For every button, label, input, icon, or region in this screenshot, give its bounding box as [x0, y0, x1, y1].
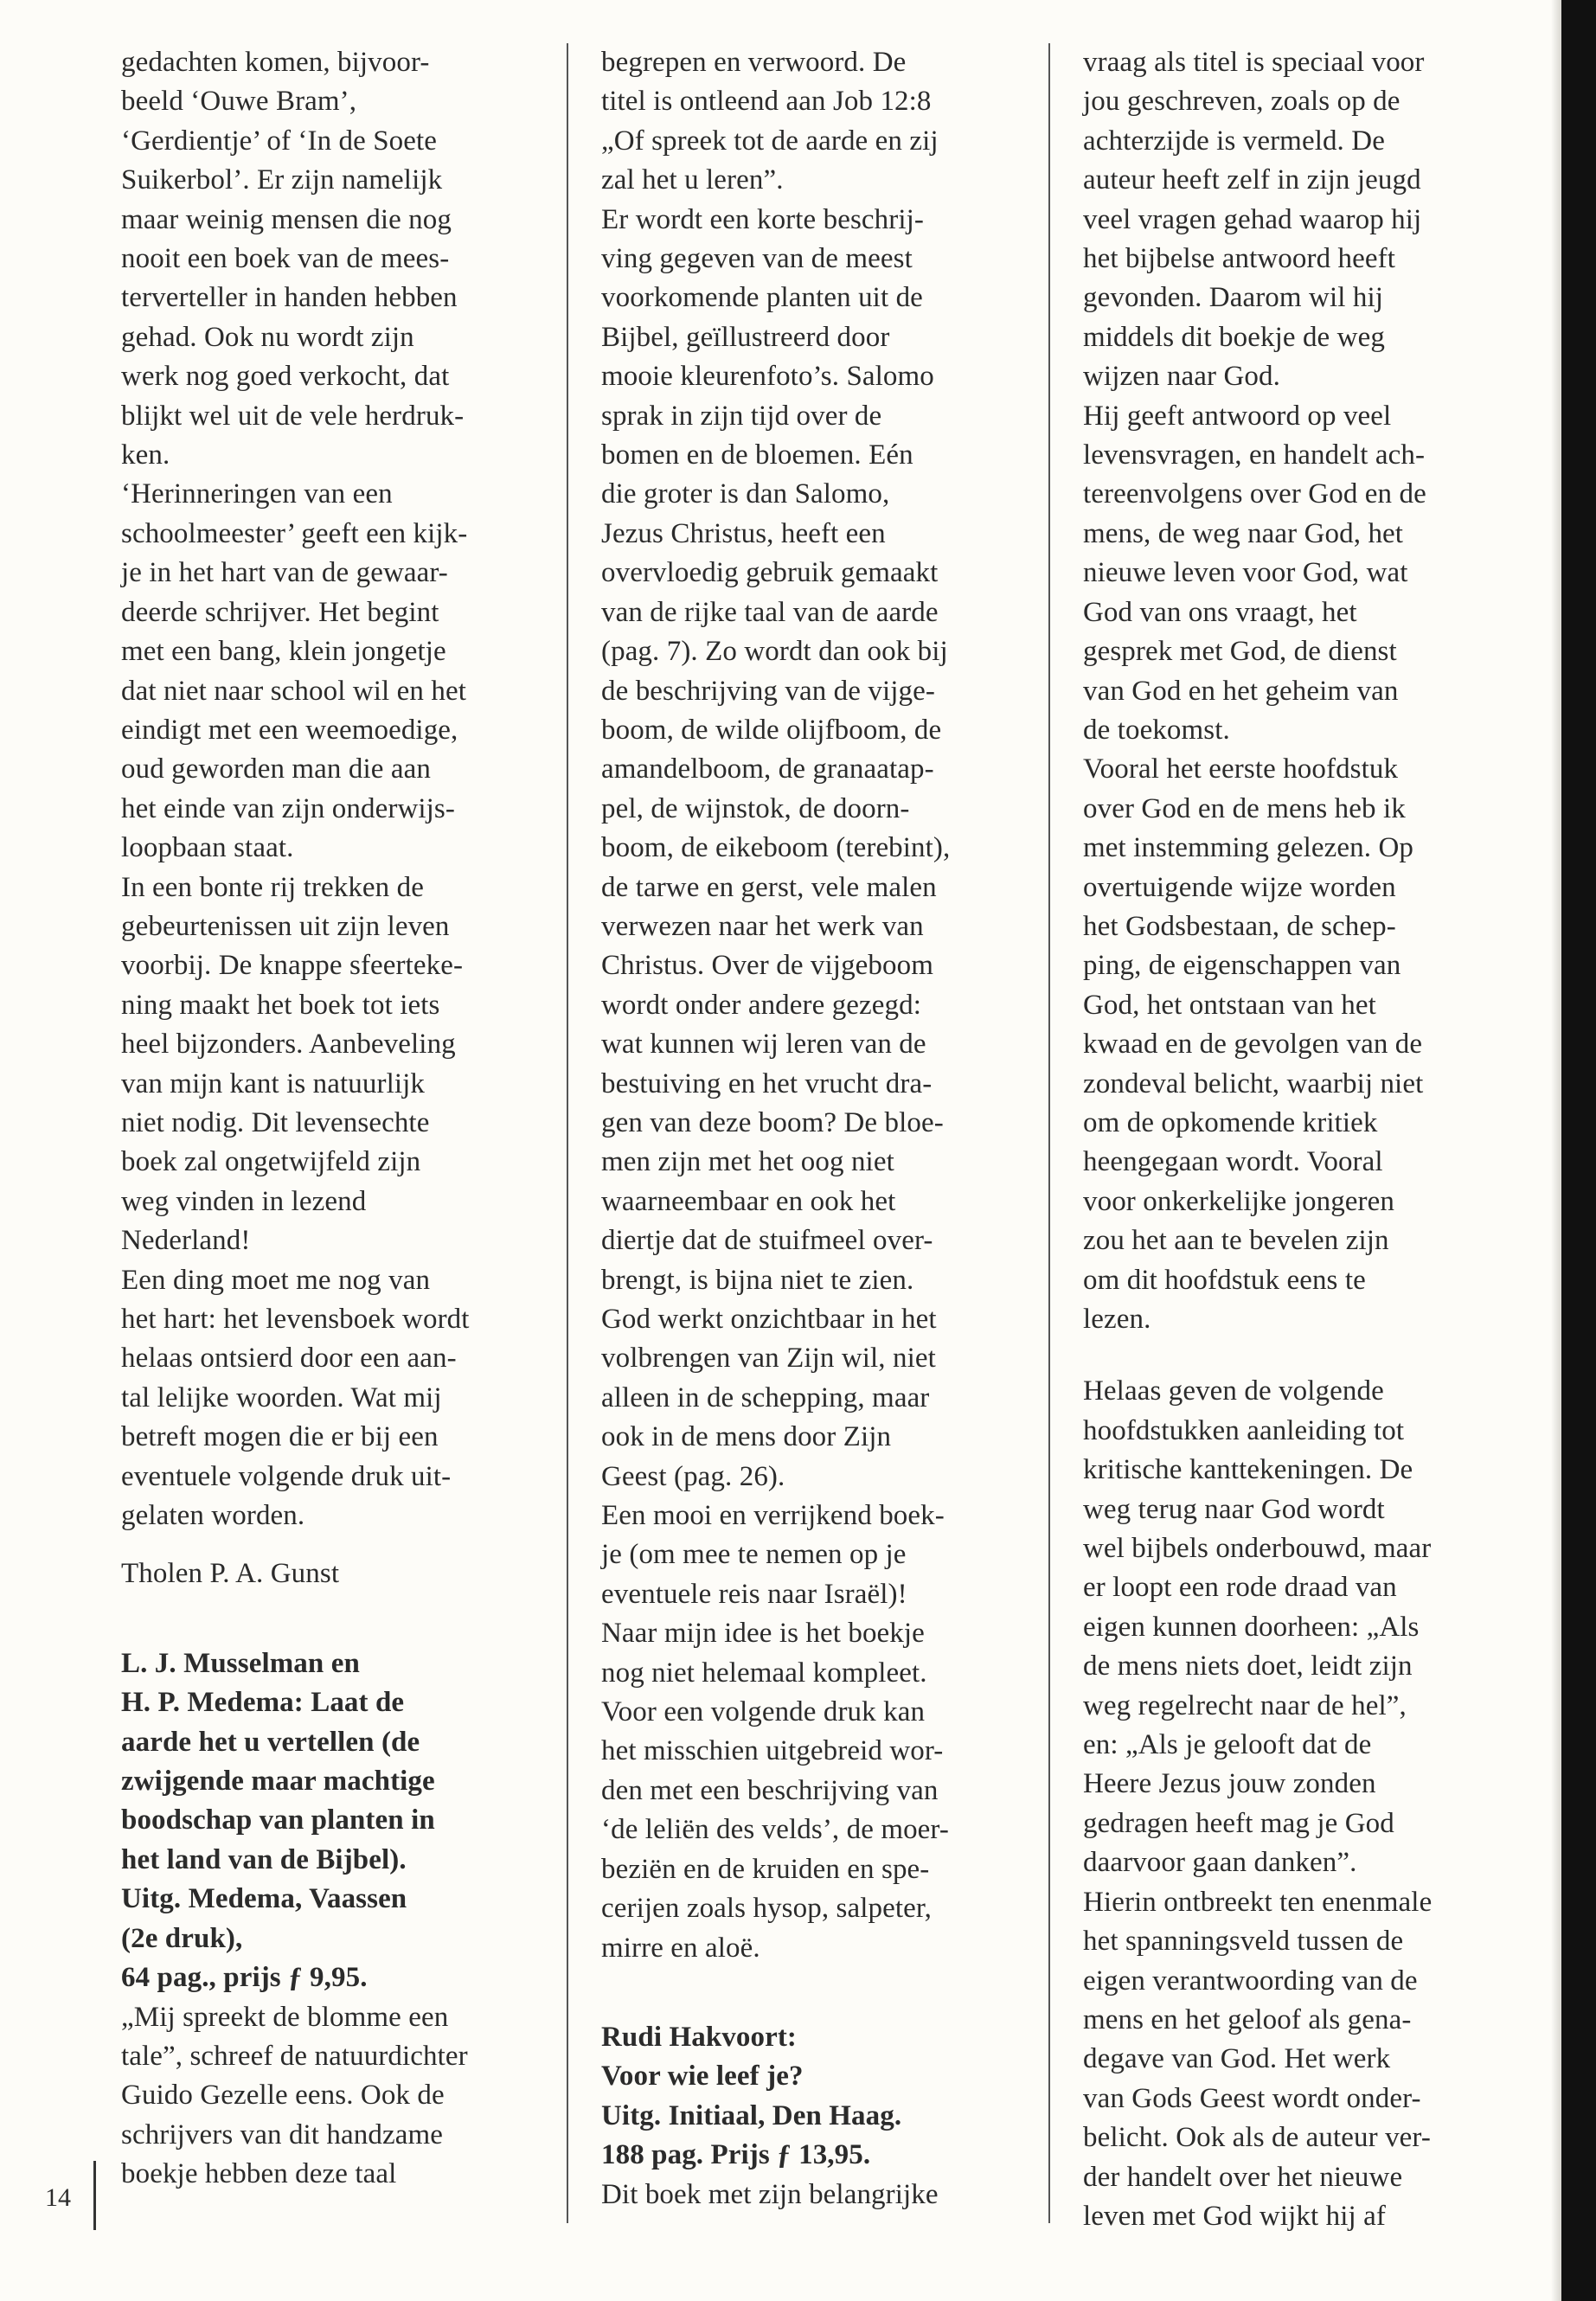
text-line: over God en de mens heb ik	[1083, 792, 1406, 824]
text-line: overtuigende wijze worden	[1083, 871, 1396, 903]
text-line: wat kunnen wij leren van de	[601, 1029, 926, 1061]
text-line: zou het aan te bevelen zijn	[1083, 1225, 1389, 1257]
text-line: jou geschreven, zoals op de	[1083, 86, 1401, 118]
column-2	[601, 43, 1042, 2214]
text-line: je in het hart van de gewaar-	[121, 557, 448, 589]
text-line: schoolmeester’ geeft een kijk-	[121, 517, 468, 549]
text-line: terverteller in handen hebben	[121, 282, 458, 314]
text-line: gevonden. Daarom wil hij	[1083, 282, 1383, 314]
text-line: eindigt met een weemoedige,	[121, 714, 458, 746]
text-line: belicht. Ook als de auteur ver-	[1083, 2122, 1431, 2154]
text-line: met instemming gelezen. Op	[1083, 832, 1414, 864]
text-line: overvloedig gebruik gemaakt	[601, 557, 939, 589]
text-line: die groter is dan Salomo,	[601, 478, 890, 510]
text-line: om dit hoofdstuk eens te	[1083, 1264, 1366, 1296]
page-number: 14	[45, 2183, 71, 2212]
text-line: het spanningsveld tussen de	[1083, 1926, 1404, 1958]
text-line: Guido Gezelle eens. Ook de	[121, 2080, 445, 2112]
text-line: oud geworden man die aan	[121, 753, 431, 785]
text-line: weg terug naar God wordt	[1083, 1493, 1385, 1525]
text-line: beziën en de kruiden en spe-	[601, 1853, 930, 1885]
text-line: auteur heeft zelf in zijn jeugd	[1083, 164, 1421, 196]
text-line: leven met God wijkt hij af	[1083, 2200, 1386, 2232]
text-line: bestuiving en het vrucht dra-	[601, 1067, 933, 1099]
text-line: Een mooi en verrijkend boek-	[601, 1500, 945, 1532]
text-line: de mens niets doet, leidt zijn	[1083, 1650, 1413, 1682]
text-line: tale”, schreef de natuurdichter	[121, 2040, 468, 2072]
text-line: ping, de eigenschappen van	[1083, 950, 1401, 982]
text-line: mirre en aloë.	[601, 1932, 760, 1964]
text-line: voorbij. De knappe sfeerteke-	[121, 950, 464, 982]
text-line: nooit een boek van de mees-	[121, 243, 450, 275]
text-line: weg vinden in lezend	[121, 1185, 367, 1217]
text-line: voorkomende planten uit de	[601, 282, 923, 314]
text-line: tal lelijke woorden. Wat mij	[121, 1381, 442, 1413]
text-line: van mijn kant is natuurlijk	[121, 1067, 425, 1099]
text-line: ‘de leliën des velds’, de moer-	[601, 1814, 949, 1846]
scan-edge	[1561, 0, 1596, 2301]
text-line: en: „Als je gelooft dat de	[1083, 1729, 1372, 1761]
text-line: boom, de wilde olijfboom, de	[601, 714, 942, 746]
text-line: Christus. Over de vijgeboom	[601, 950, 933, 982]
signature-place: Tholen	[121, 1558, 203, 1590]
text-line: God werkt onzichtbaar in het	[601, 1304, 937, 1335]
heading-line: Uitg. Initiaal, Den Haag.	[601, 2099, 902, 2131]
text-line: zal het u leren”.	[601, 164, 784, 196]
text-line: tereenvolgens over God en de	[1083, 478, 1426, 510]
text-line: ving gegeven van de meest	[601, 243, 913, 275]
text-line: eigen kunnen doorheen: „Als	[1083, 1611, 1420, 1643]
text-line: levensvragen, en handelt ach-	[1083, 439, 1426, 471]
text-line: waarneembaar en ook het	[601, 1185, 896, 1217]
text-line: nog niet helemaal kompleet.	[601, 1657, 927, 1689]
text-line: pel, de wijnstok, de doorn-	[601, 792, 910, 824]
text-line: weg regelrecht naar de hel”,	[1083, 1689, 1407, 1721]
col3-body-after	[1083, 1372, 1516, 2236]
page-number-rule	[93, 2161, 96, 2230]
text-line: het misschien uitgebreid wor-	[601, 1735, 944, 1767]
text-line: deerde schrijver. Het begint	[121, 596, 439, 628]
text-line: Hij geeft antwoord op veel	[1083, 400, 1392, 432]
text-line: Hierin ontbreekt ten enenmale	[1083, 1886, 1433, 1918]
text-line: niet nodig. Dit levensechte	[121, 1106, 430, 1138]
text-line: verwezen naar het werk van	[601, 910, 924, 942]
text-line: beeld ‘Ouwe Bram’,	[121, 86, 357, 118]
page-edge-shadow	[1551, 0, 1561, 2301]
text-line: helaas ontsierd door een aan-	[121, 1343, 457, 1375]
text-line: God van ons vraagt, het	[1083, 596, 1357, 628]
text-line: ning maakt het boek tot iets	[121, 989, 440, 1021]
text-line: heengegaan wordt. Vooral	[1083, 1146, 1383, 1178]
col2-body	[601, 43, 1042, 1968]
text-line: van God en het geheim van	[1083, 675, 1399, 707]
text-line: de tarwe en gerst, vele malen	[601, 871, 937, 903]
text-line: cerijen zoals hysop, salpeter,	[601, 1893, 932, 1925]
text-line: gebeurtenissen uit zijn leven	[121, 910, 450, 942]
text-line: eventuele reis naar Israël)!	[601, 1578, 907, 1610]
text-line: met een bang, klein jongetje	[121, 636, 446, 668]
col2-body-after	[601, 2176, 1042, 2214]
text-line: vraag als titel is speciaal voor	[1083, 47, 1425, 78]
text-line: de toekomst.	[1083, 714, 1230, 746]
heading-line: Rudi Hakvoort:	[601, 2021, 798, 2053]
text-line: daarvoor gaan danken”.	[1083, 1847, 1357, 1879]
text-line: degave van God. Het werk	[1083, 2043, 1391, 2075]
text-line: titel is ontleend aan Job 12:8	[601, 86, 932, 118]
text-line: diertje dat de stuifmeel over-	[601, 1225, 933, 1257]
text-line: God, het ontstaan van het	[1083, 989, 1376, 1021]
text-line: schrijvers van dit handzame	[121, 2118, 443, 2150]
heading-line: (2e druk),	[121, 1922, 243, 1954]
text-line: gesprek met God, de dienst	[1083, 636, 1397, 668]
text-line: het bijbelse antwoord heeft	[1083, 243, 1395, 275]
heading-line: het land van de Bijbel).	[121, 1843, 407, 1875]
text-line: Een ding moet me nog van	[121, 1264, 431, 1296]
col3-body	[1083, 43, 1516, 1339]
text-line: gedragen heeft mag je God	[1083, 1807, 1394, 1839]
text-line: om de opkomende kritiek	[1083, 1106, 1378, 1138]
text-line: zondeval belicht, waarbij niet	[1083, 1067, 1424, 1099]
text-line: wijzen naar God.	[1083, 361, 1280, 393]
text-line: ook in de mens door Zijn	[601, 1421, 892, 1453]
text-line: Geest (pag. 26).	[601, 1460, 785, 1492]
text-line: Suikerbol’. Er zijn namelijk	[121, 164, 443, 196]
text-line: veel vragen gehad waarop hij	[1083, 203, 1422, 235]
text-line: Heere Jezus jouw zonden	[1083, 1768, 1376, 1800]
text-line: Vooral het eerste hoofdstuk	[1083, 753, 1399, 785]
column-rule-2	[1048, 43, 1050, 2223]
text-line: Voor een volgende druk kan	[601, 1696, 926, 1728]
heading-line: 64 pag., prijs ƒ 9,95.	[121, 1962, 368, 1994]
text-line: middels dit boekje de weg	[1083, 321, 1385, 353]
text-line: hoofdstukken aanleiding tot	[1083, 1414, 1405, 1446]
text-line: „Mij spreekt de blomme een	[121, 2001, 449, 2033]
text-line: gelaten worden.	[121, 1500, 305, 1532]
column-1	[121, 43, 554, 2195]
text-line: wel bijbels onderbouwd, maar	[1083, 1533, 1432, 1565]
text-line: wordt onder andere gezegd:	[601, 989, 922, 1021]
text-line: (pag. 7). Zo wordt dan ook bij	[601, 636, 948, 668]
text-line: heel bijzonders. Aanbeveling	[121, 1029, 456, 1061]
text-line: bomen en de bloemen. Eén	[601, 439, 913, 471]
review-heading-musselman	[121, 1644, 554, 1998]
text-line: voor onkerkelijke jongeren	[1083, 1185, 1394, 1217]
heading-line: Uitg. Medema, Vaassen	[121, 1883, 407, 1915]
text-line: kritische kanttekeningen. De	[1083, 1454, 1413, 1486]
text-line: alleen in de schepping, maar	[601, 1381, 930, 1413]
signature-name: P. A. Gunst	[209, 1558, 340, 1590]
text-line: amandelboom, de granaatap-	[601, 753, 934, 785]
text-line: gedachten komen, bijvoor-	[121, 47, 430, 78]
text-line: het hart: het levensboek wordt	[121, 1304, 470, 1335]
text-line: brengt, is bijna niet te zien.	[601, 1264, 914, 1296]
text-line: Nederland!	[121, 1225, 251, 1257]
text-line: Naar mijn idee is het boekje	[601, 1618, 925, 1650]
text-line: mens, de weg naar God, het	[1083, 517, 1404, 549]
text-line: nieuwe leven voor God, wat	[1083, 557, 1408, 589]
text-line: lezen.	[1083, 1304, 1151, 1335]
text-line: kwaad en de gevolgen van de	[1083, 1029, 1423, 1061]
review-signature	[121, 1554, 536, 1593]
text-line: boekje hebben deze taal	[121, 2158, 397, 2190]
text-line: mooie kleurenfoto’s. Salomo	[601, 361, 934, 393]
text-line: de beschrijving van de vijge-	[601, 675, 935, 707]
heading-line: boodschap van planten in	[121, 1804, 435, 1836]
text-line: werk nog goed verkocht, dat	[121, 361, 450, 393]
column-3	[1083, 43, 1516, 2236]
col1-body	[121, 43, 554, 1535]
review-heading-hakvoort	[601, 2018, 1042, 2176]
text-line: blijkt wel uit de vele herdruk-	[121, 400, 465, 432]
text-line: ken.	[121, 439, 170, 471]
heading-line: L. J. Musselman en	[121, 1647, 360, 1679]
text-line: je (om mee te nemen op je	[601, 1539, 907, 1571]
heading-line: zwijgende maar machtige	[121, 1766, 435, 1798]
text-line: er loopt een rode draad van	[1083, 1572, 1397, 1604]
text-line: maar weinig mensen die nog	[121, 203, 452, 235]
text-line: begrepen en verwoord. De	[601, 47, 907, 78]
text-line: den met een beschrijving van	[601, 1774, 939, 1806]
text-line: boek zal ongetwijfeld zijn	[121, 1146, 421, 1178]
column-rule-1	[567, 43, 568, 2223]
heading-line: aarde het u vertellen (de	[121, 1726, 420, 1758]
text-line: achterzijde is vermeld. De	[1083, 125, 1385, 157]
text-line: ‘Herinneringen van een	[121, 478, 393, 510]
text-line: eigen verantwoording van de	[1083, 1965, 1418, 1997]
text-line: Jezus Christus, heeft een	[601, 517, 886, 549]
text-line: het einde van zijn onderwijs-	[121, 792, 455, 824]
text-line: Er wordt een korte beschrij-	[601, 203, 924, 235]
text-line: het Godsbestaan, de schep-	[1083, 910, 1396, 942]
text-line: Dit boek met zijn belangrijke	[601, 2178, 939, 2210]
text-line: dat niet naar school wil en het	[121, 675, 466, 707]
heading-line: H. P. Medema: Laat de	[121, 1687, 405, 1719]
text-line: men zijn met het oog niet	[601, 1146, 894, 1178]
text-line: van de rijke taal van de aarde	[601, 596, 939, 628]
text-line: eventuele volgende druk uit-	[121, 1460, 452, 1492]
text-line: „Of spreek tot de aarde en zij	[601, 125, 939, 157]
text-line: loopbaan staat.	[121, 832, 294, 864]
text-line: mens en het geloof als gena-	[1083, 2003, 1412, 2035]
text-line: der handelt over het nieuwe	[1083, 2161, 1403, 2193]
text-line: Bijbel, geïllustreerd door	[601, 321, 890, 353]
text-line: gen van deze boom? De bloe-	[601, 1106, 944, 1138]
text-line: van Gods Geest wordt onder-	[1083, 2082, 1421, 2114]
text-line: ‘Gerdientje’ of ‘In de Soete	[121, 125, 438, 157]
heading-line: 188 pag. Prijs ƒ 13,95.	[601, 2139, 871, 2171]
text-line: sprak in zijn tijd over de	[601, 400, 882, 432]
text-line: volbrengen van Zijn wil, niet	[601, 1343, 936, 1375]
text-line: Helaas geven de volgende	[1083, 1375, 1384, 1407]
heading-line: Voor wie leef je?	[601, 2061, 804, 2093]
text-line: boom, de eikeboom (terebint),	[601, 832, 951, 864]
text-line: betreft mogen die er bij een	[121, 1421, 439, 1453]
text-line: In een bonte rij trekken de	[121, 871, 424, 903]
text-line: gehad. Ook nu wordt zijn	[121, 321, 414, 353]
col1-body-after	[121, 1998, 554, 2195]
